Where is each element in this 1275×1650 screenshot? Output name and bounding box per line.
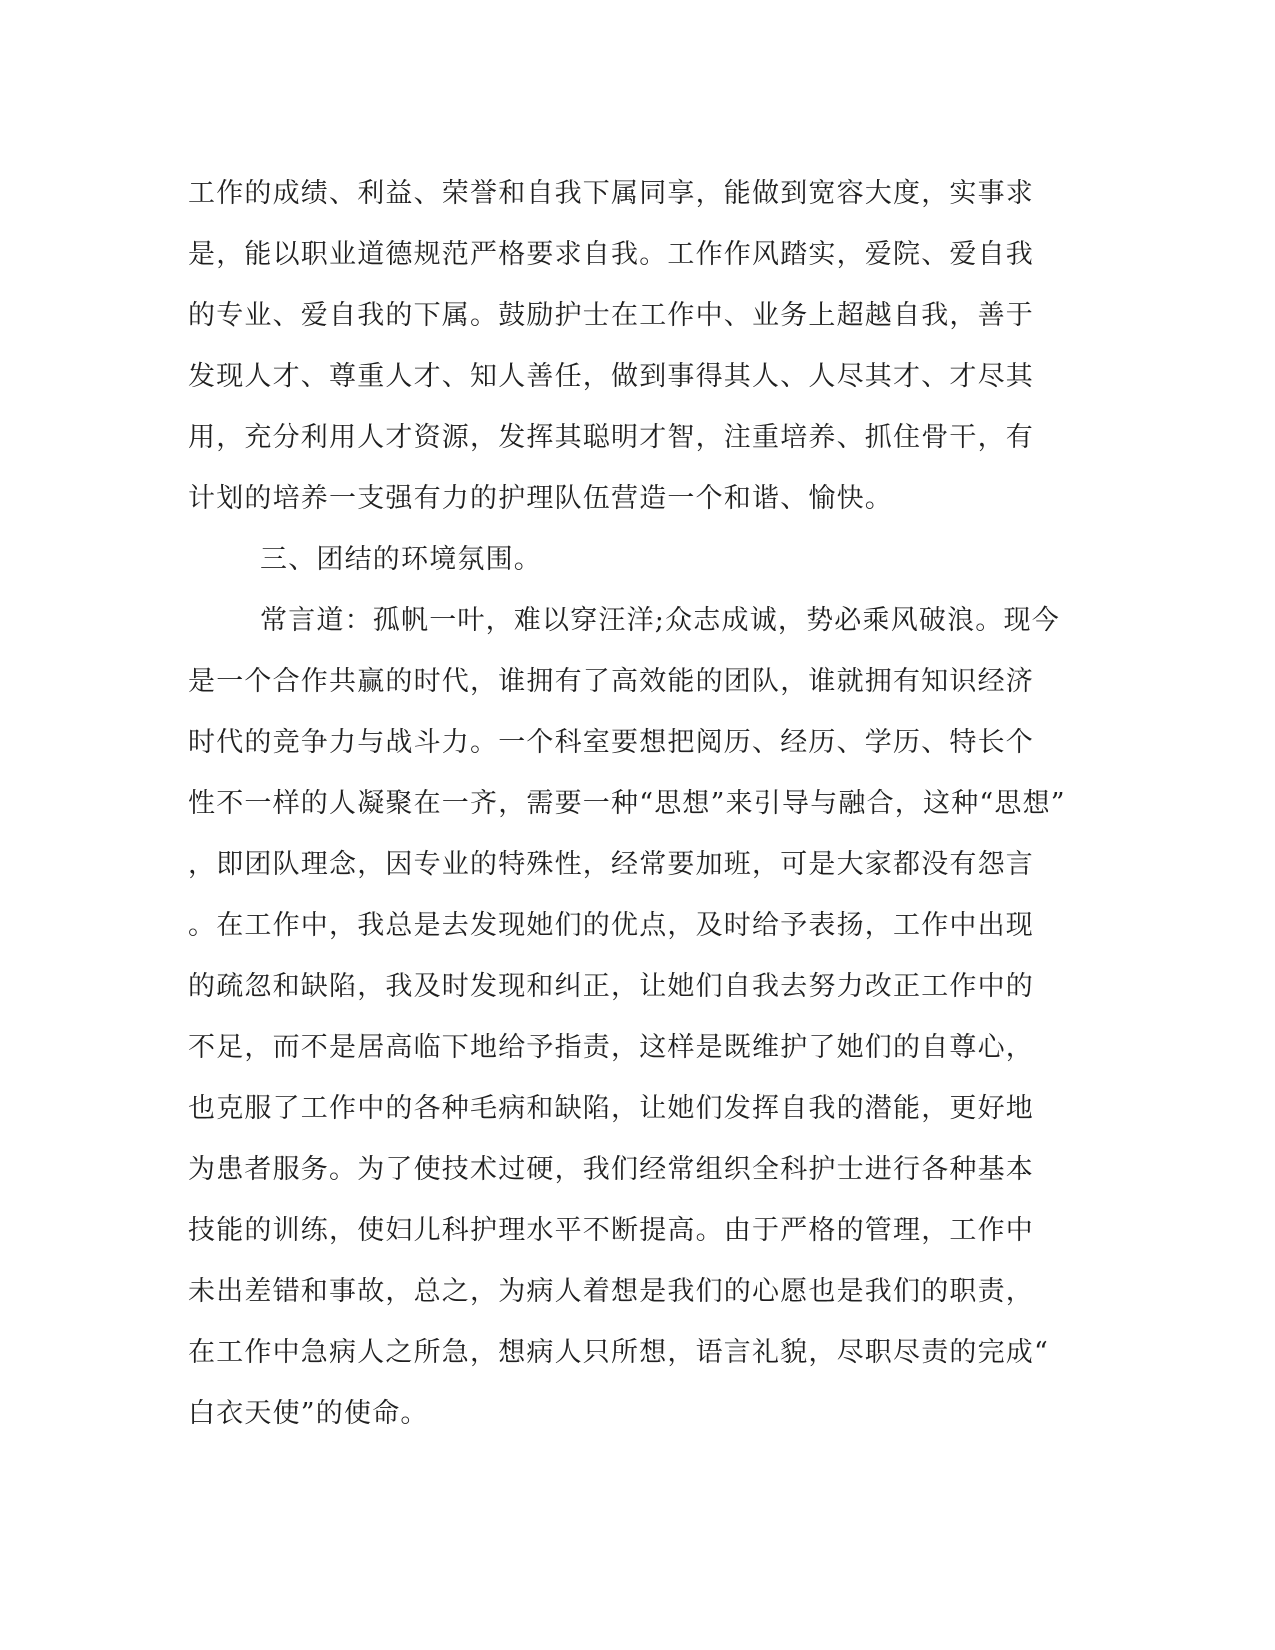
text-line: 是一个合作共赢的时代，谁拥有了高效能的团队，谁就拥有知识经济 [188,666,1034,697]
text-line: 计划的培养一支强有力的护理队伍营造一个和谐、愉快。 [188,483,893,514]
text-line: 常言道：孤帆一叶，难以穿汪洋;众志成诚，势必乘风破浪。现今 [260,605,1060,636]
text-line: 用，充分利用人才资源，发挥其聪明才智，注重培养、抓住骨干，有 [188,422,1034,453]
text-line: ，即团队理念，因专业的特殊性，经常要加班，可是大家都没有怨言 [188,849,1034,880]
text-line: 在工作中急病人之所急，想病人只所想，语言礼貌，尽职尽责的完成“ [188,1337,1050,1368]
text-line: 为患者服务。为了使技术过硬，我们经常组织全科护士进行各种基本 [188,1154,1034,1185]
text-line: 未出差错和事故，总之，为病人着想是我们的心愿也是我们的职责， [188,1276,1034,1307]
text-line: 时代的竞争力与战斗力。一个科室要想把阅历、经历、学历、特长个 [188,727,1034,758]
text-line: 也克服了工作中的各种毛病和缺陷，让她们发挥自我的潜能，更好地 [188,1093,1034,1124]
text-line: 发现人才、尊重人才、知人善任，做到事得其人、人尽其才、才尽其 [188,361,1034,392]
text-line: 工作的成绩、利益、荣誉和自我下属同享，能做到宽容大度，实事求 [188,178,1034,209]
text-line: 白衣天使”的使命。 [188,1398,429,1429]
text-line: 不足，而不是居高临下地给予指责，这样是既维护了她们的自尊心， [188,1032,1034,1063]
text-line: 技能的训练，使妇儿科护理水平不断提高。由于严格的管理，工作中 [188,1215,1034,1246]
text-line: 是，能以职业道德规范严格要求自我。工作作风踏实，爱院、爱自我 [188,239,1034,270]
text-line: 的疏忽和缺陷，我及时发现和纠正，让她们自我去努力改正工作中的 [188,971,1034,1002]
text-line: 的专业、爱自我的下属。鼓励护士在工作中、业务上超越自我，善于 [188,300,1034,331]
body-text [188,163,1098,1444]
section-heading: 三、团结的环境氛围。 [260,544,542,575]
text-line: 。在工作中，我总是去发现她们的优点，及时给予表扬，工作中出现 [188,910,1034,941]
text-line: 性不一样的人凝聚在一齐，需要一种“思想”来引导与融合，这种“思想” [188,788,1066,819]
